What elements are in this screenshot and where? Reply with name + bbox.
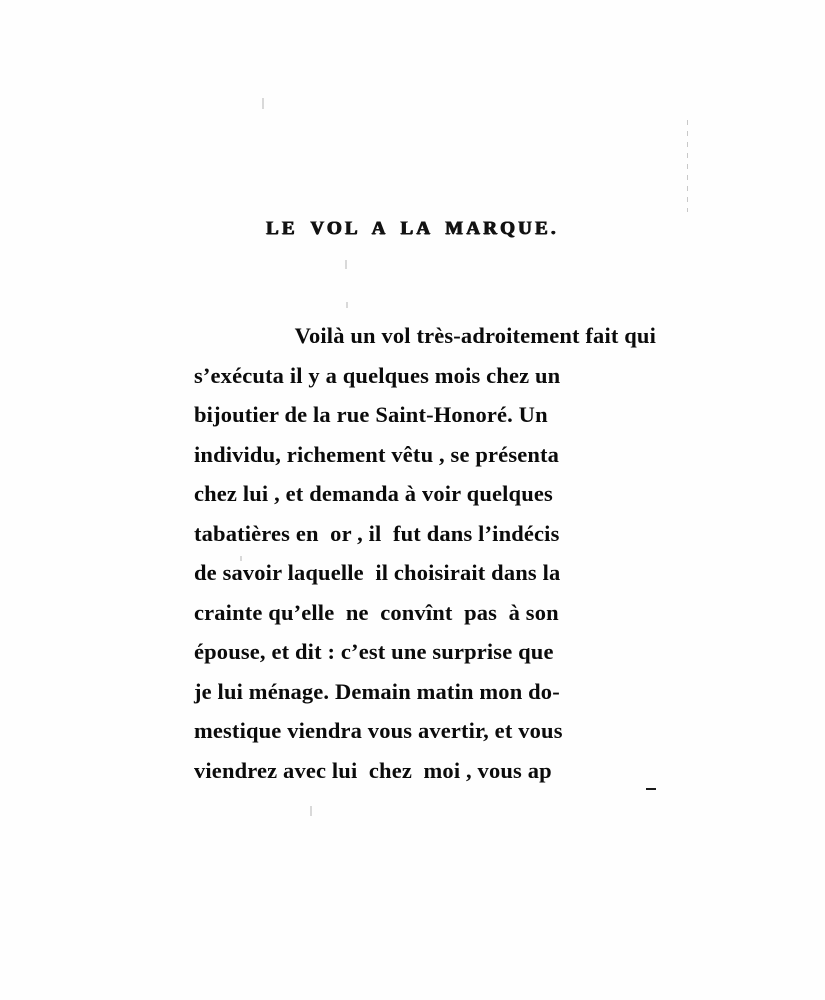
- text-line-content: chez lui , et demanda à voir quelques: [194, 481, 553, 506]
- text-line: [194, 316, 656, 356]
- text-line: [194, 672, 656, 712]
- scan-speck: [262, 98, 264, 109]
- text-line: [194, 514, 656, 554]
- text-line-content: Voilà un vol très-adroitement fait qui: [294, 323, 656, 348]
- text-line: [194, 435, 656, 475]
- text-line: [194, 751, 656, 791]
- text-line: [194, 553, 656, 593]
- paragraph: [194, 316, 656, 790]
- scan-speck: [346, 302, 348, 308]
- text-line-content: bijoutier de la rue Saint-Honoré. Un: [194, 402, 548, 427]
- text-line: [194, 711, 656, 751]
- text-line: [194, 356, 656, 396]
- text-line: [194, 474, 656, 514]
- page-title: LE VOL A LA MARQUE.: [266, 217, 559, 240]
- scan-speck: [310, 806, 312, 816]
- line-break-mark: [646, 751, 656, 791]
- text-line-content: viendrez avec lui chez moi , vous ap: [194, 757, 552, 783]
- text-line-content: tabatières en or , il fut dans l’indécis: [194, 520, 560, 546]
- margin-rule: [687, 120, 688, 212]
- text-line-content: crainte qu’elle ne convînt pas à son: [194, 599, 559, 625]
- text-line: [194, 395, 656, 435]
- text-line-content: individu, richement vêtu , se présenta: [194, 441, 560, 467]
- body-paragraph: [194, 316, 656, 790]
- scan-speck: [345, 260, 347, 269]
- text-line-content: je lui ménage. Demain matin mon do-: [194, 678, 560, 704]
- text-line-content: s’exécuta il y a quelques mois chez un: [194, 362, 561, 388]
- text-line: [194, 593, 656, 633]
- text-line: [194, 632, 656, 672]
- paragraph-indent: [194, 316, 228, 356]
- text-line-content: mestique viendra vous avertir, et vous: [194, 718, 563, 743]
- text-line-content: de savoir laquelle il choisirait dans la: [194, 560, 561, 585]
- text-line-content: épouse, et dit : c’est une surprise que: [194, 639, 554, 664]
